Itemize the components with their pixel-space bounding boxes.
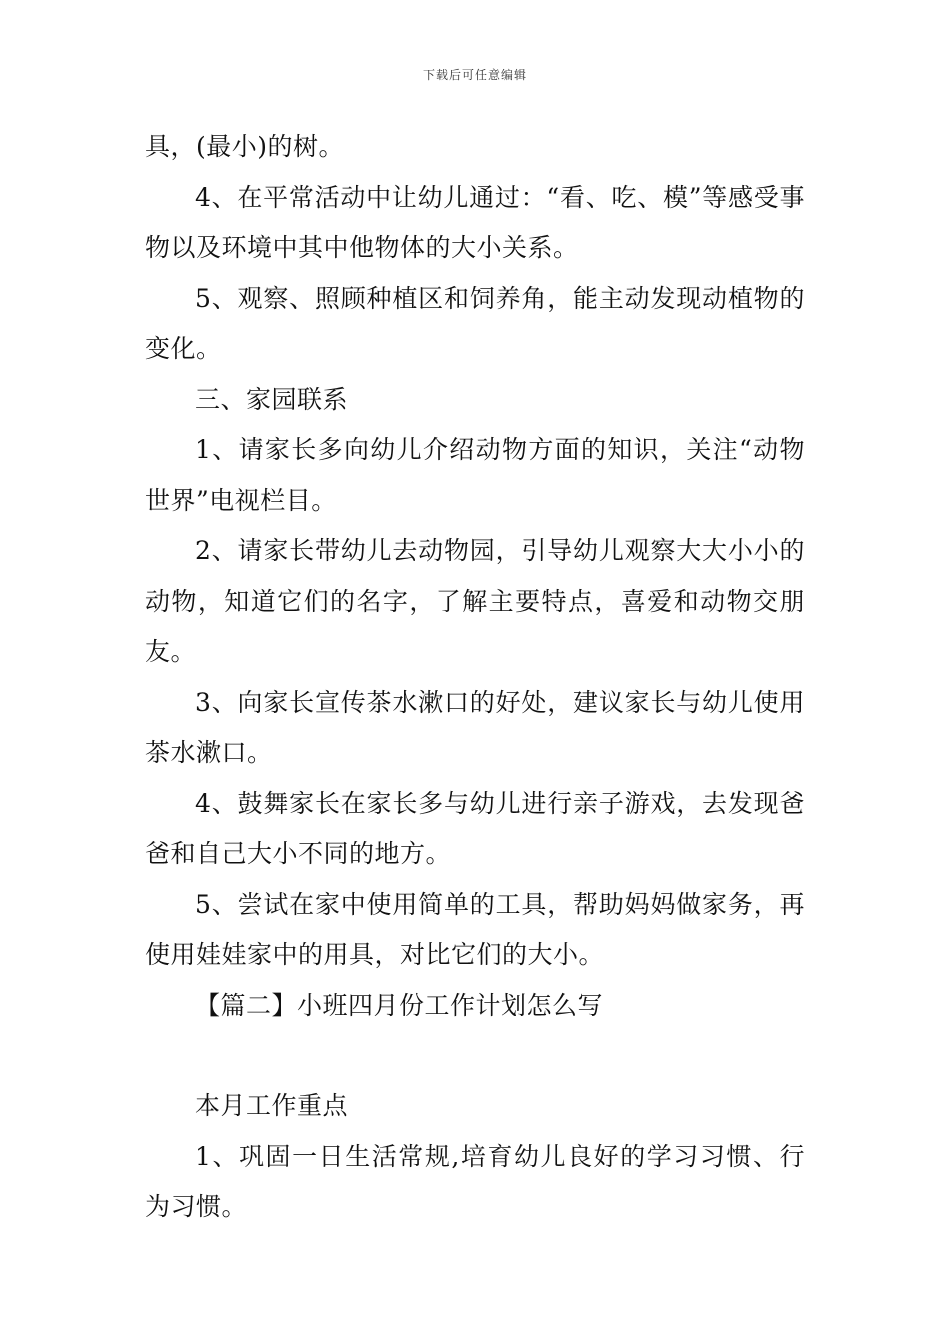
paragraph: 4、鼓舞家长在家长多与幼儿进行亲子游戏，去发现爸爸和自己大小不同的地方。	[145, 788, 805, 868]
paragraph: 5、观察、照顾种植区和饲养角，能主动发现动植物的变化。	[145, 283, 805, 363]
spacer	[145, 1031, 805, 1081]
paragraph: 3、向家长宣传茶水漱口的好处，建议家长与幼儿使用茶水漱口。	[145, 687, 805, 767]
section-heading: 三、家园联系	[195, 384, 349, 414]
paragraph: 1、巩固一日生活常规,培育幼儿良好的学习习惯、行为习惯。	[145, 1141, 805, 1221]
section-heading: 本月工作重点	[195, 1091, 349, 1120]
paragraph: 2、请家长带幼儿去动物园，引导幼儿观察大大小小的动物，知道它们的名字，了解主要特点，喜爱和动物交朋友。	[145, 536, 805, 666]
paragraph: 1、请家长多向幼儿介绍动物方面的知识，关注“动物世界”电视栏目。	[145, 435, 805, 515]
paragraph: 4、在平常活动中让幼儿通过：“看、吃、模”等感受事物以及环境中其中他物体的大小关系。	[145, 182, 805, 262]
paragraph: 5、尝试在家中使用简单的工具，帮助妈妈做家务，再使用娃娃家中的用具，对比它们的大小。	[145, 889, 805, 969]
page-header-note: 下载后可任意编辑	[422, 68, 527, 82]
section-title: 【篇二】小班四月份工作计划怎么写	[195, 990, 604, 1020]
paragraph: 具，(最小)的树。	[145, 132, 345, 161]
document-body	[145, 122, 805, 1233]
